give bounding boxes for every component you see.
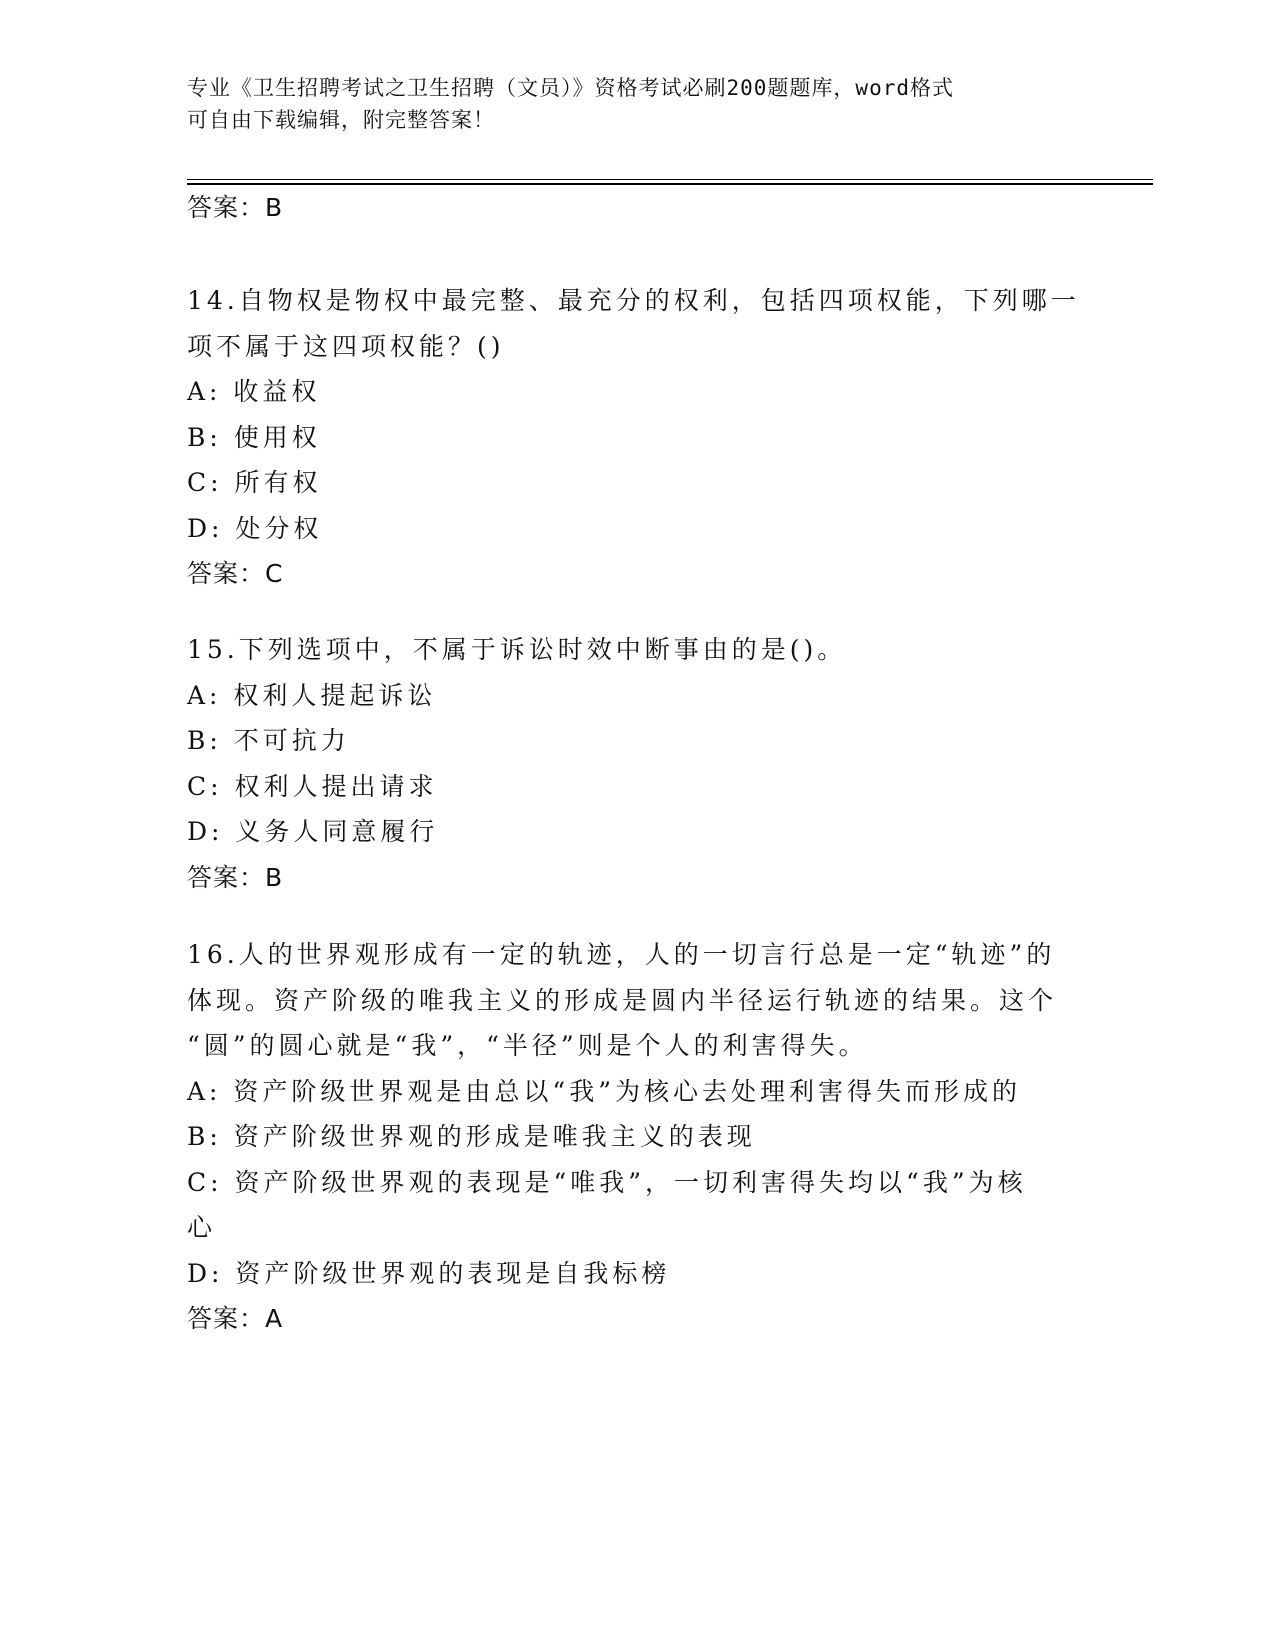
header-line-2: 可自由下载编辑，附完整答案！ bbox=[187, 108, 495, 132]
question-stem: “圆”的圆心就是“我”，“半径”则是个人的利害得失。 bbox=[187, 1031, 868, 1060]
option-d: D: 处分权 bbox=[187, 513, 323, 543]
question-15 bbox=[187, 627, 1087, 900]
header-divider-top bbox=[187, 179, 1153, 180]
option-d: D: 义务人同意履行 bbox=[187, 817, 439, 846]
option-a: A: 资产阶级世界观是由总以“我”为核心去处理利害得失而形成的 bbox=[187, 1076, 1021, 1106]
answer: 答案：C bbox=[187, 559, 284, 588]
document-header bbox=[187, 72, 1087, 136]
option-c: C: 资产阶级世界观的表现是“唯我”，一切利害得失均以“我”为核 bbox=[187, 1167, 1027, 1197]
answer: 答案：B bbox=[187, 862, 284, 892]
option-b: B: 资产阶级世界观的形成是唯我主义的表现 bbox=[187, 1122, 756, 1151]
question-stem: 16.人的世界观形成有一定的轨迹，人的一切言行总是一定“轨迹”的 bbox=[187, 940, 1056, 969]
header-line-1: 专业《卫生招聘考试之卫生招聘（文员）》资格考试必刷200题题库，word格式 bbox=[187, 76, 954, 100]
option-c: C: 权利人提出请求 bbox=[187, 771, 438, 801]
question-14 bbox=[187, 278, 1087, 597]
option-b: B: 不可抗力 bbox=[187, 726, 350, 755]
option-b: B: 使用权 bbox=[187, 422, 321, 452]
option-c: C: 所有权 bbox=[187, 468, 322, 497]
question-16 bbox=[187, 932, 1087, 1342]
answer: 答案：A bbox=[187, 1304, 284, 1333]
answer-previous: 答案：B bbox=[187, 193, 284, 222]
option-d: D: 资产阶级世界观的表现是自我标榜 bbox=[187, 1258, 671, 1288]
question-stem: 15.下列选项中，不属于诉讼时效中断事由的是()。 bbox=[187, 635, 847, 664]
header-divider-bottom bbox=[187, 183, 1153, 185]
option-a: A: 权利人提起诉讼 bbox=[187, 680, 437, 710]
option-a: A: 收益权 bbox=[187, 377, 321, 406]
option-c-continued: 心 bbox=[187, 1213, 217, 1242]
question-stem: 14.自物权是物权中最完整、最充分的权利，包括四项权能，下列哪一 bbox=[187, 286, 1080, 315]
question-stem: 体现。资产阶级的唯我主义的形成是圆内半径运行轨迹的结果。这个 bbox=[187, 985, 1058, 1015]
question-stem: 项不属于这四项权能？() bbox=[187, 331, 505, 361]
